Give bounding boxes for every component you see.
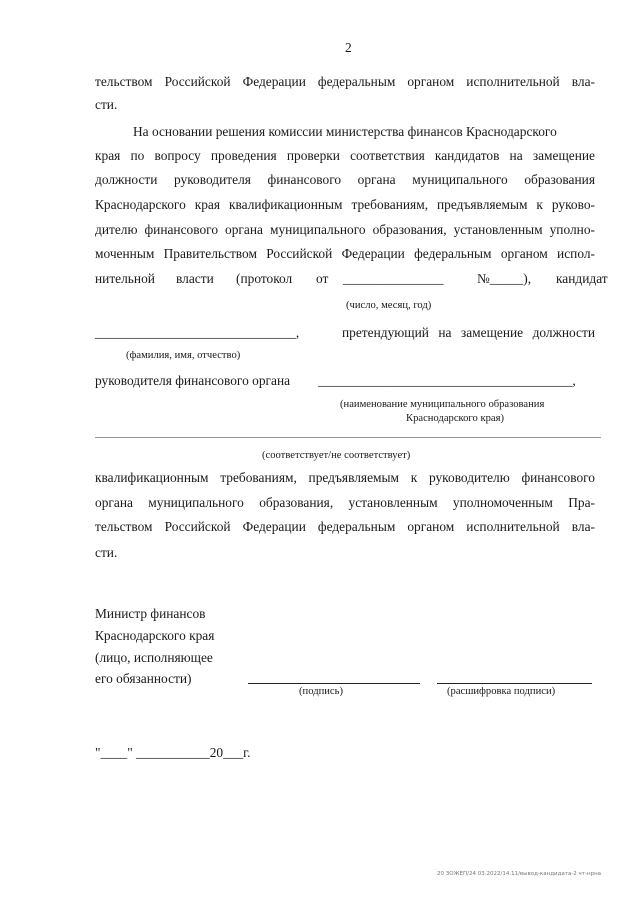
candidate-blank: ______________________________,	[95, 325, 300, 340]
match-blank-line	[95, 437, 601, 438]
paragraph-line: квалификационным требованиям, предъявляемым к руководителю финансового	[95, 470, 595, 485]
paragraph-line: сти.	[95, 545, 118, 560]
caption-date: (число, месяц, год)	[346, 300, 432, 311]
paragraph-line: тельством Российской Федерации федеральным органом исполнительной вла-	[95, 74, 595, 89]
caption-mo: (наименование муниципального образования	[340, 399, 545, 410]
protocol-word: нительной	[95, 271, 155, 286]
head-text: руководителя финансового органа	[95, 373, 291, 388]
protocol-word: от	[316, 271, 329, 286]
signature-line	[248, 683, 420, 684]
caption-decode: (расшифровка подписи)	[447, 686, 556, 697]
candidate-text: претендующий на замещение должности	[342, 325, 595, 340]
mo-blank: ______________________________________,	[318, 373, 576, 388]
caption-signature: (подпись)	[299, 686, 343, 697]
caption-mo: Краснодарского края)	[406, 413, 504, 424]
page-number: 2	[345, 40, 352, 55]
signer-title: (лицо, исполняющее	[95, 650, 213, 665]
paragraph-line: На основании решения комиссии министерства финансов Краснодарского	[133, 124, 557, 139]
caption-match: (соответствует/не соответствует)	[262, 450, 411, 461]
protocol-word: кандидат	[556, 271, 608, 286]
paragraph-line: органа муниципального образования, установленным уполномоченным Пра-	[95, 495, 595, 510]
paragraph-line: должности руководителя финансового органа муниципального образования	[95, 172, 595, 187]
paragraph-line: края по вопросу проведения проверки соответствия кандидатов на замещение	[95, 148, 595, 163]
signer-title: Министр финансов	[95, 606, 206, 621]
protocol-number: №_____),	[477, 271, 532, 286]
footer-code: 20 ЗОЖЕП/24 03.2022/14.11/вывод-кандидата-2 чт-нрна	[437, 871, 602, 877]
paragraph-line: тельством Российской Федерации федеральным органом исполнительной вла-	[95, 519, 595, 534]
signer-title: его обязанности)	[95, 671, 192, 686]
protocol-word: (протокол	[236, 271, 293, 286]
paragraph-line: дителю финансового органа муниципального образования, установленным уполно-	[95, 222, 595, 237]
protocol-word: власти	[176, 271, 214, 286]
date-line: "____" ___________20___г.	[95, 745, 251, 760]
caption-fio: (фамилия, имя, отчество)	[126, 350, 241, 361]
paragraph-line: сти.	[95, 97, 118, 112]
date-blank: _______________	[343, 271, 444, 286]
decode-line	[437, 683, 592, 684]
signer-title: Краснодарского края	[95, 628, 215, 643]
paragraph-line: моченным Правительством Российской Федерации федеральным органом испол-	[95, 246, 595, 261]
paragraph-line: Краснодарского края квалификационным требованиям, предъявляемым к руково-	[95, 197, 595, 212]
